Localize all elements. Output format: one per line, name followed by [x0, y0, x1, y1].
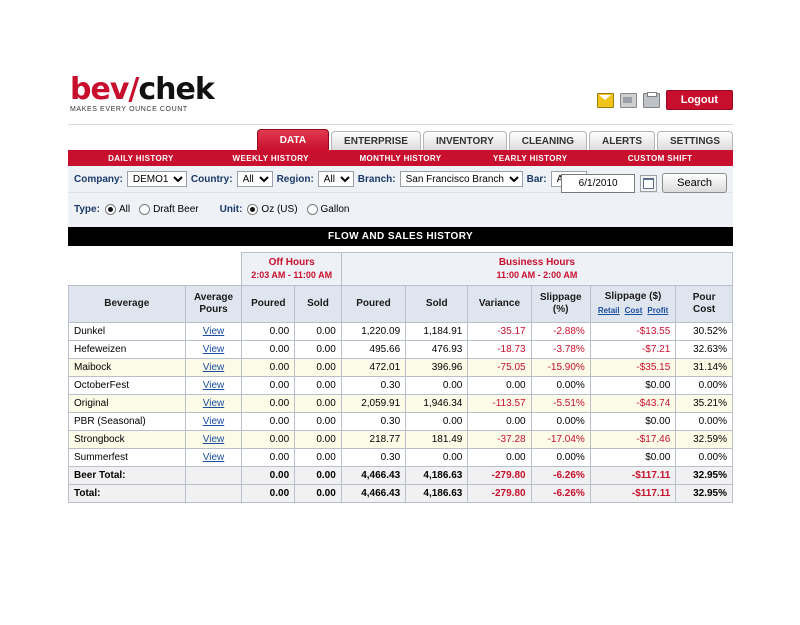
view-link[interactable]: View	[202, 326, 225, 337]
cell-total-pour-cost: 32.95%	[676, 467, 733, 485]
cell-slippage-pct: -5.51%	[531, 395, 590, 413]
cell-variance: 0.00	[468, 377, 531, 395]
cell-beverage: Summerfest	[69, 449, 186, 467]
table-body	[69, 323, 733, 503]
cell-view	[185, 413, 242, 431]
cell-slippage-pct: 0.00%	[531, 377, 590, 395]
tab-cleaning[interactable]: CLEANING	[509, 131, 587, 150]
table-row	[69, 449, 733, 467]
cell-bus-poured: 0.30	[341, 413, 405, 431]
flow-sales-table	[68, 252, 733, 503]
cell-bus-sold: 0.00	[406, 449, 468, 467]
unit-label: Unit:	[219, 203, 243, 215]
cell-slippage-dollar: $0.00	[590, 377, 675, 395]
cell-slippage-dollar: -$7.21	[590, 341, 675, 359]
cell-total-bus-sold: 4,186.63	[406, 467, 468, 485]
type-all-label: All	[118, 203, 131, 215]
cell-slippage-pct: -2.88%	[531, 323, 590, 341]
cell-variance: -35.17	[468, 323, 531, 341]
cell-bus-sold: 1,184.91	[406, 323, 468, 341]
cell-variance: -18.73	[468, 341, 531, 359]
group-off-hours	[242, 253, 341, 286]
cell-off-poured: 0.00	[242, 431, 295, 449]
company-select[interactable]	[127, 171, 187, 187]
subnav-weekly-history[interactable]: WEEKLY HISTORY	[232, 153, 309, 163]
region-select[interactable]	[318, 171, 354, 187]
cell-total-slippage-dollar: -$117.11	[590, 467, 675, 485]
cell-view	[185, 323, 242, 341]
cell-total-variance: -279.80	[468, 485, 531, 503]
logo-tagline: MAKES EVERY OUNCE COUNT	[70, 106, 188, 113]
group-blank-pours	[185, 253, 242, 286]
slippage-dollar-title: Slippage ($)	[604, 291, 662, 302]
cell-slippage-dollar: -$17.46	[590, 431, 675, 449]
unit-gallon-label: Gallon	[320, 203, 350, 215]
cell-off-sold: 0.00	[295, 377, 342, 395]
logo	[70, 72, 214, 113]
unit-oz-radio[interactable]	[247, 204, 258, 215]
branch-label: Branch:	[357, 173, 396, 185]
subnav-custom-shift[interactable]: CUSTOM SHIFT	[627, 153, 693, 163]
table-row	[69, 395, 733, 413]
table-total-row	[69, 467, 733, 485]
cell-variance: -75.05	[468, 359, 531, 377]
cell-beverage: Hefeweizen	[69, 341, 186, 359]
cell-off-sold: 0.00	[295, 359, 342, 377]
cell-beverage: Strongbock	[69, 431, 186, 449]
unit-gallon-radio[interactable]	[307, 204, 318, 215]
table-row	[69, 359, 733, 377]
table-group-header-row	[69, 253, 733, 286]
table-row	[69, 431, 733, 449]
logo-chek: chek	[138, 72, 214, 107]
cell-off-sold: 0.00	[295, 449, 342, 467]
cell-bus-poured: 2,059.91	[341, 395, 405, 413]
slippage-retail-link[interactable]: Retail	[597, 306, 620, 315]
unit-oz-label: Oz (US)	[261, 203, 298, 215]
logo-slash: /	[128, 72, 139, 107]
main-tabs	[68, 129, 733, 150]
business-hours-title: Business Hours	[498, 257, 575, 268]
col-slippage-dollar	[590, 286, 675, 323]
country-label: Country:	[190, 173, 233, 185]
cell-pour-cost: 32.63%	[676, 341, 733, 359]
col-bus-poured: Poured	[341, 286, 405, 323]
type-draft-radio[interactable]	[139, 204, 150, 215]
col-average-pours: Average Pours	[185, 286, 242, 323]
cell-bus-poured: 0.30	[341, 449, 405, 467]
cell-beverage: PBR (Seasonal)	[69, 413, 186, 431]
view-link[interactable]: View	[202, 416, 225, 427]
view-link[interactable]: View	[202, 434, 225, 445]
cell-slippage-pct: -3.78%	[531, 341, 590, 359]
cell-total-variance: -279.80	[468, 467, 531, 485]
col-slippage-pct: Slippage (%)	[531, 286, 590, 323]
cell-variance: -37.28	[468, 431, 531, 449]
cell-pour-cost: 32.59%	[676, 431, 733, 449]
slippage-cost-link[interactable]: Cost	[624, 306, 643, 315]
cell-total-slippage-dollar: -$117.11	[590, 485, 675, 503]
cell-bus-sold: 0.00	[406, 377, 468, 395]
cell-variance: 0.00	[468, 413, 531, 431]
type-draft-label: Draft Beer	[153, 203, 199, 215]
cell-off-poured: 0.00	[242, 449, 295, 467]
cell-total-blank	[185, 467, 242, 485]
cell-slippage-pct: 0.00%	[531, 449, 590, 467]
col-beverage: Beverage	[69, 286, 186, 323]
col-pour-cost: Pour Cost	[676, 286, 733, 323]
cell-total-label: Beer Total:	[69, 467, 186, 485]
cell-total-slippage-pct: -6.26%	[531, 467, 590, 485]
logout-button[interactable]: Logout	[666, 90, 733, 110]
cell-off-sold: 0.00	[295, 413, 342, 431]
tab-inventory[interactable]: INVENTORY	[423, 131, 507, 150]
cell-bus-poured: 472.01	[341, 359, 405, 377]
cell-view	[185, 377, 242, 395]
col-off-poured: Poured	[242, 286, 295, 323]
view-link[interactable]: View	[202, 452, 225, 463]
cell-slippage-pct: 0.00%	[531, 413, 590, 431]
cell-variance: -113.57	[468, 395, 531, 413]
view-link[interactable]: View	[202, 380, 225, 391]
cell-slippage-pct: -17.04%	[531, 431, 590, 449]
cell-beverage: Dunkel	[69, 323, 186, 341]
view-link[interactable]: View	[202, 398, 225, 409]
type-label: Type:	[74, 203, 100, 215]
cell-off-poured: 0.00	[242, 341, 295, 359]
type-all-radio[interactable]	[105, 204, 116, 215]
cell-off-poured: 0.00	[242, 395, 295, 413]
cell-slippage-dollar: -$35.15	[590, 359, 675, 377]
cell-bus-poured: 0.30	[341, 377, 405, 395]
cell-pour-cost: 0.00%	[676, 377, 733, 395]
table-column-header-row	[69, 286, 733, 323]
col-off-sold: Sold	[295, 286, 342, 323]
cell-total-off-poured: 0.00	[242, 485, 295, 503]
cell-beverage: Original	[69, 395, 186, 413]
cell-total-bus-poured: 4,466.43	[341, 467, 405, 485]
table-row	[69, 413, 733, 431]
cell-total-bus-poured: 4,466.43	[341, 485, 405, 503]
col-bus-sold: Sold	[406, 286, 468, 323]
cell-bus-sold: 0.00	[406, 413, 468, 431]
cell-off-sold: 0.00	[295, 395, 342, 413]
cell-total-label: Total:	[69, 485, 186, 503]
cell-variance: 0.00	[468, 449, 531, 467]
cell-slippage-dollar: $0.00	[590, 413, 675, 431]
sub-navigation	[68, 150, 733, 166]
table-total-row	[69, 485, 733, 503]
cell-view	[185, 395, 242, 413]
cell-pour-cost: 0.00%	[676, 413, 733, 431]
page-header	[68, 72, 733, 125]
cell-bus-poured: 495.66	[341, 341, 405, 359]
cell-bus-sold: 1,946.34	[406, 395, 468, 413]
view-link[interactable]: View	[202, 362, 225, 373]
mail-icon[interactable]	[597, 93, 614, 108]
branch-select[interactable]	[400, 171, 523, 187]
tab-settings[interactable]: SETTINGS	[657, 131, 733, 150]
section-title: FLOW AND SALES HISTORY	[68, 227, 733, 246]
date-input[interactable]	[561, 174, 635, 193]
table-row	[69, 377, 733, 395]
cell-total-bus-sold: 4,186.63	[406, 485, 468, 503]
business-hours-range: 11:00 AM - 2:00 AM	[496, 270, 578, 280]
cell-bus-sold: 181.49	[406, 431, 468, 449]
cell-bus-sold: 396.96	[406, 359, 468, 377]
app-page	[68, 72, 733, 552]
table-row	[69, 323, 733, 341]
table-row	[69, 341, 733, 359]
cell-pour-cost: 30.52%	[676, 323, 733, 341]
calendar-icon[interactable]	[640, 175, 657, 192]
header-actions	[597, 90, 733, 110]
cell-view	[185, 359, 242, 377]
cell-off-sold: 0.00	[295, 431, 342, 449]
tab-enterprise[interactable]: ENTERPRISE	[331, 131, 421, 150]
printer-icon[interactable]	[643, 93, 660, 108]
folder-icon[interactable]	[620, 93, 637, 108]
country-select[interactable]	[237, 171, 273, 187]
view-link[interactable]: View	[202, 344, 225, 355]
cell-total-pour-cost: 32.95%	[676, 485, 733, 503]
cell-view	[185, 431, 242, 449]
date-search-area	[561, 173, 727, 193]
cell-total-blank	[185, 485, 242, 503]
slippage-profit-link[interactable]: Profit	[647, 306, 669, 315]
cell-slippage-dollar: $0.00	[590, 449, 675, 467]
cell-total-off-poured: 0.00	[242, 467, 295, 485]
cell-pour-cost: 31.14%	[676, 359, 733, 377]
off-hours-range: 2:03 AM - 11:00 AM	[251, 270, 333, 280]
logo-bev: bev	[70, 72, 129, 107]
search-button[interactable]: Search	[662, 173, 727, 193]
cell-total-off-sold: 0.00	[295, 485, 342, 503]
cell-off-poured: 0.00	[242, 323, 295, 341]
cell-bus-poured: 1,220.09	[341, 323, 405, 341]
cell-pour-cost: 35.21%	[676, 395, 733, 413]
cell-off-poured: 0.00	[242, 359, 295, 377]
cell-off-poured: 0.00	[242, 377, 295, 395]
cell-slippage-dollar: -$43.74	[590, 395, 675, 413]
cell-slippage-dollar: -$13.55	[590, 323, 675, 341]
company-label: Company:	[74, 173, 123, 185]
cell-bus-poured: 218.77	[341, 431, 405, 449]
group-blank-beverage	[69, 253, 186, 286]
group-business-hours	[341, 253, 732, 286]
off-hours-title: Off Hours	[268, 257, 315, 268]
subnav-daily-history[interactable]: DAILY HISTORY	[108, 153, 174, 163]
tab-data[interactable]: DATA	[257, 129, 329, 150]
cell-view	[185, 341, 242, 359]
tab-alerts[interactable]: ALERTS	[589, 131, 655, 150]
col-variance: Variance	[468, 286, 531, 323]
bar-label: Bar:	[526, 173, 547, 185]
subnav-monthly-history[interactable]: MONTHLY HISTORY	[359, 153, 442, 163]
cell-off-sold: 0.00	[295, 323, 342, 341]
cell-total-off-sold: 0.00	[295, 467, 342, 485]
cell-off-sold: 0.00	[295, 341, 342, 359]
cell-total-slippage-pct: -6.26%	[531, 485, 590, 503]
cell-bus-sold: 476.93	[406, 341, 468, 359]
cell-slippage-pct: -15.90%	[531, 359, 590, 377]
cell-beverage: OctoberFest	[69, 377, 186, 395]
cell-beverage: Maibock	[69, 359, 186, 377]
subnav-yearly-history[interactable]: YEARLY HISTORY	[493, 153, 568, 163]
region-label: Region:	[276, 173, 314, 185]
cell-pour-cost: 0.00%	[676, 449, 733, 467]
cell-view	[185, 449, 242, 467]
cell-off-poured: 0.00	[242, 413, 295, 431]
